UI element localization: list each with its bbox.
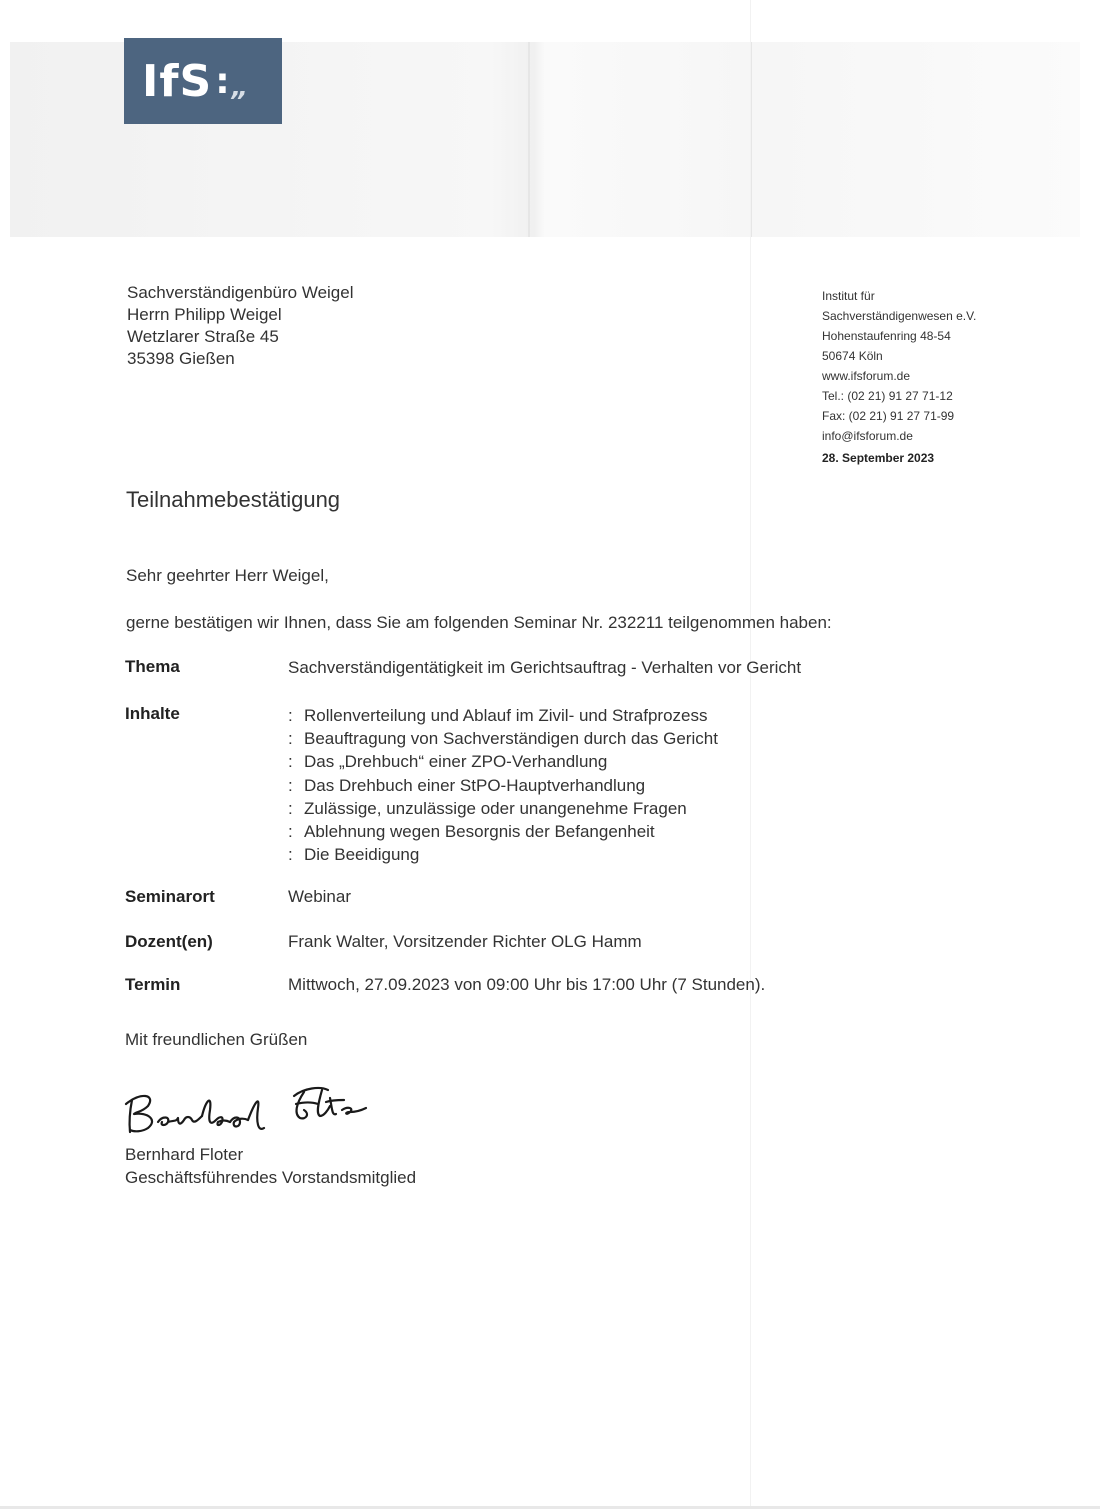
closing-phrase: Mit freundlichen Grüßen bbox=[125, 1030, 308, 1049]
salutation: Sehr geehrter Herr Weigel, bbox=[126, 566, 329, 585]
list-separator: : bbox=[288, 729, 293, 749]
letter-date: 28. September 2023 bbox=[822, 451, 935, 465]
termin-label: Termin bbox=[125, 975, 181, 994]
handwritten-signature bbox=[118, 1070, 378, 1140]
list-separator: : bbox=[288, 822, 293, 842]
list-item-text: Das „Drehbuch“ einer ZPO-Verhandlung bbox=[304, 752, 608, 772]
list-separator: : bbox=[288, 775, 293, 795]
sender-email: info@ifsforum.de bbox=[822, 429, 913, 443]
list-item-text: Rollenverteilung und Ablauf im Zivil- und Strafprozess bbox=[304, 706, 708, 725]
seminarort-value: Webinar bbox=[288, 887, 351, 906]
logo-colon: : bbox=[215, 60, 230, 102]
recipient-line: Wetzlarer Straße 45 bbox=[127, 327, 279, 346]
list-separator: : bbox=[288, 845, 293, 865]
list-item-text: Zulässige, unzulässige oder unangenehme Fragen bbox=[304, 798, 687, 818]
recipient-line: Sachverständigenbüro Weigel bbox=[127, 283, 354, 302]
thema-value: Sachverständigentätigkeit im Gerichtsauftrag - Verhalten vor Gericht bbox=[288, 658, 802, 677]
list-item bbox=[288, 704, 718, 727]
list-item bbox=[288, 750, 718, 773]
recipient-line: 35398 Gießen bbox=[127, 349, 235, 368]
inhalte-label: Inhalte bbox=[125, 704, 180, 723]
ifs-logo bbox=[124, 38, 282, 124]
list-item-text: Beauftragung von Sachverständigen durch das Gericht bbox=[304, 729, 718, 749]
sender-line: Sachverständigenwesen e.V. bbox=[822, 309, 977, 323]
signer-block bbox=[125, 1143, 416, 1189]
list-separator: : bbox=[288, 752, 293, 772]
sender-phone: Tel.: (02 21) 91 27 71-12 bbox=[822, 389, 953, 403]
sender-line: 50674 Köln bbox=[822, 349, 883, 363]
recipient-line: Herrn Philipp Weigel bbox=[127, 305, 282, 324]
dozent-value: Frank Walter, Vorsitzender Richter OLG Hamm bbox=[288, 932, 642, 951]
scan-fold-line bbox=[750, 0, 751, 1509]
list-separator: : bbox=[288, 798, 293, 818]
inhalte-list bbox=[288, 704, 718, 866]
sender-block bbox=[822, 286, 976, 468]
sender-website: www.ifsforum.de bbox=[822, 369, 911, 383]
list-item bbox=[288, 797, 718, 820]
list-item-text: Das Drehbuch einer StPO-Hauptverhandlung bbox=[304, 775, 646, 795]
signer-name: Bernhard Floter bbox=[125, 1145, 244, 1164]
sender-line: Hohenstaufenring 48-54 bbox=[822, 329, 951, 343]
termin-value: Mittwoch, 27.09.2023 von 09:00 Uhr bis 17:00 Uhr (7 Stunden). bbox=[288, 975, 766, 994]
logo-text: IfS bbox=[142, 55, 213, 107]
list-separator: : bbox=[288, 706, 293, 725]
logo-quote: „ bbox=[231, 73, 249, 103]
letterhead-seam bbox=[528, 42, 530, 237]
sender-fax: Fax: (02 21) 91 27 71-99 bbox=[822, 409, 955, 423]
thema-label: Thema bbox=[125, 657, 180, 676]
list-item bbox=[288, 774, 718, 797]
list-item-text: Die Beeidigung bbox=[304, 845, 420, 865]
dozent-label: Dozent(en) bbox=[125, 932, 213, 951]
list-item-text: Ablehnung wegen Besorgnis der Befangenheit bbox=[304, 822, 655, 842]
letter-subject: Teilnahmebestätigung bbox=[126, 487, 341, 512]
seminarort-label: Seminarort bbox=[125, 887, 215, 906]
list-item bbox=[288, 820, 718, 843]
list-item bbox=[288, 843, 718, 866]
intro-paragraph: gerne bestätigen wir Ihnen, dass Sie am folgenden Seminar Nr. 232211 teilgenommen haben: bbox=[126, 613, 832, 632]
signer-title: Geschäftsführendes Vorstandsmitglied bbox=[125, 1168, 417, 1187]
recipient-address bbox=[127, 282, 354, 370]
list-item bbox=[288, 727, 718, 750]
sender-line: Institut für bbox=[822, 289, 875, 303]
